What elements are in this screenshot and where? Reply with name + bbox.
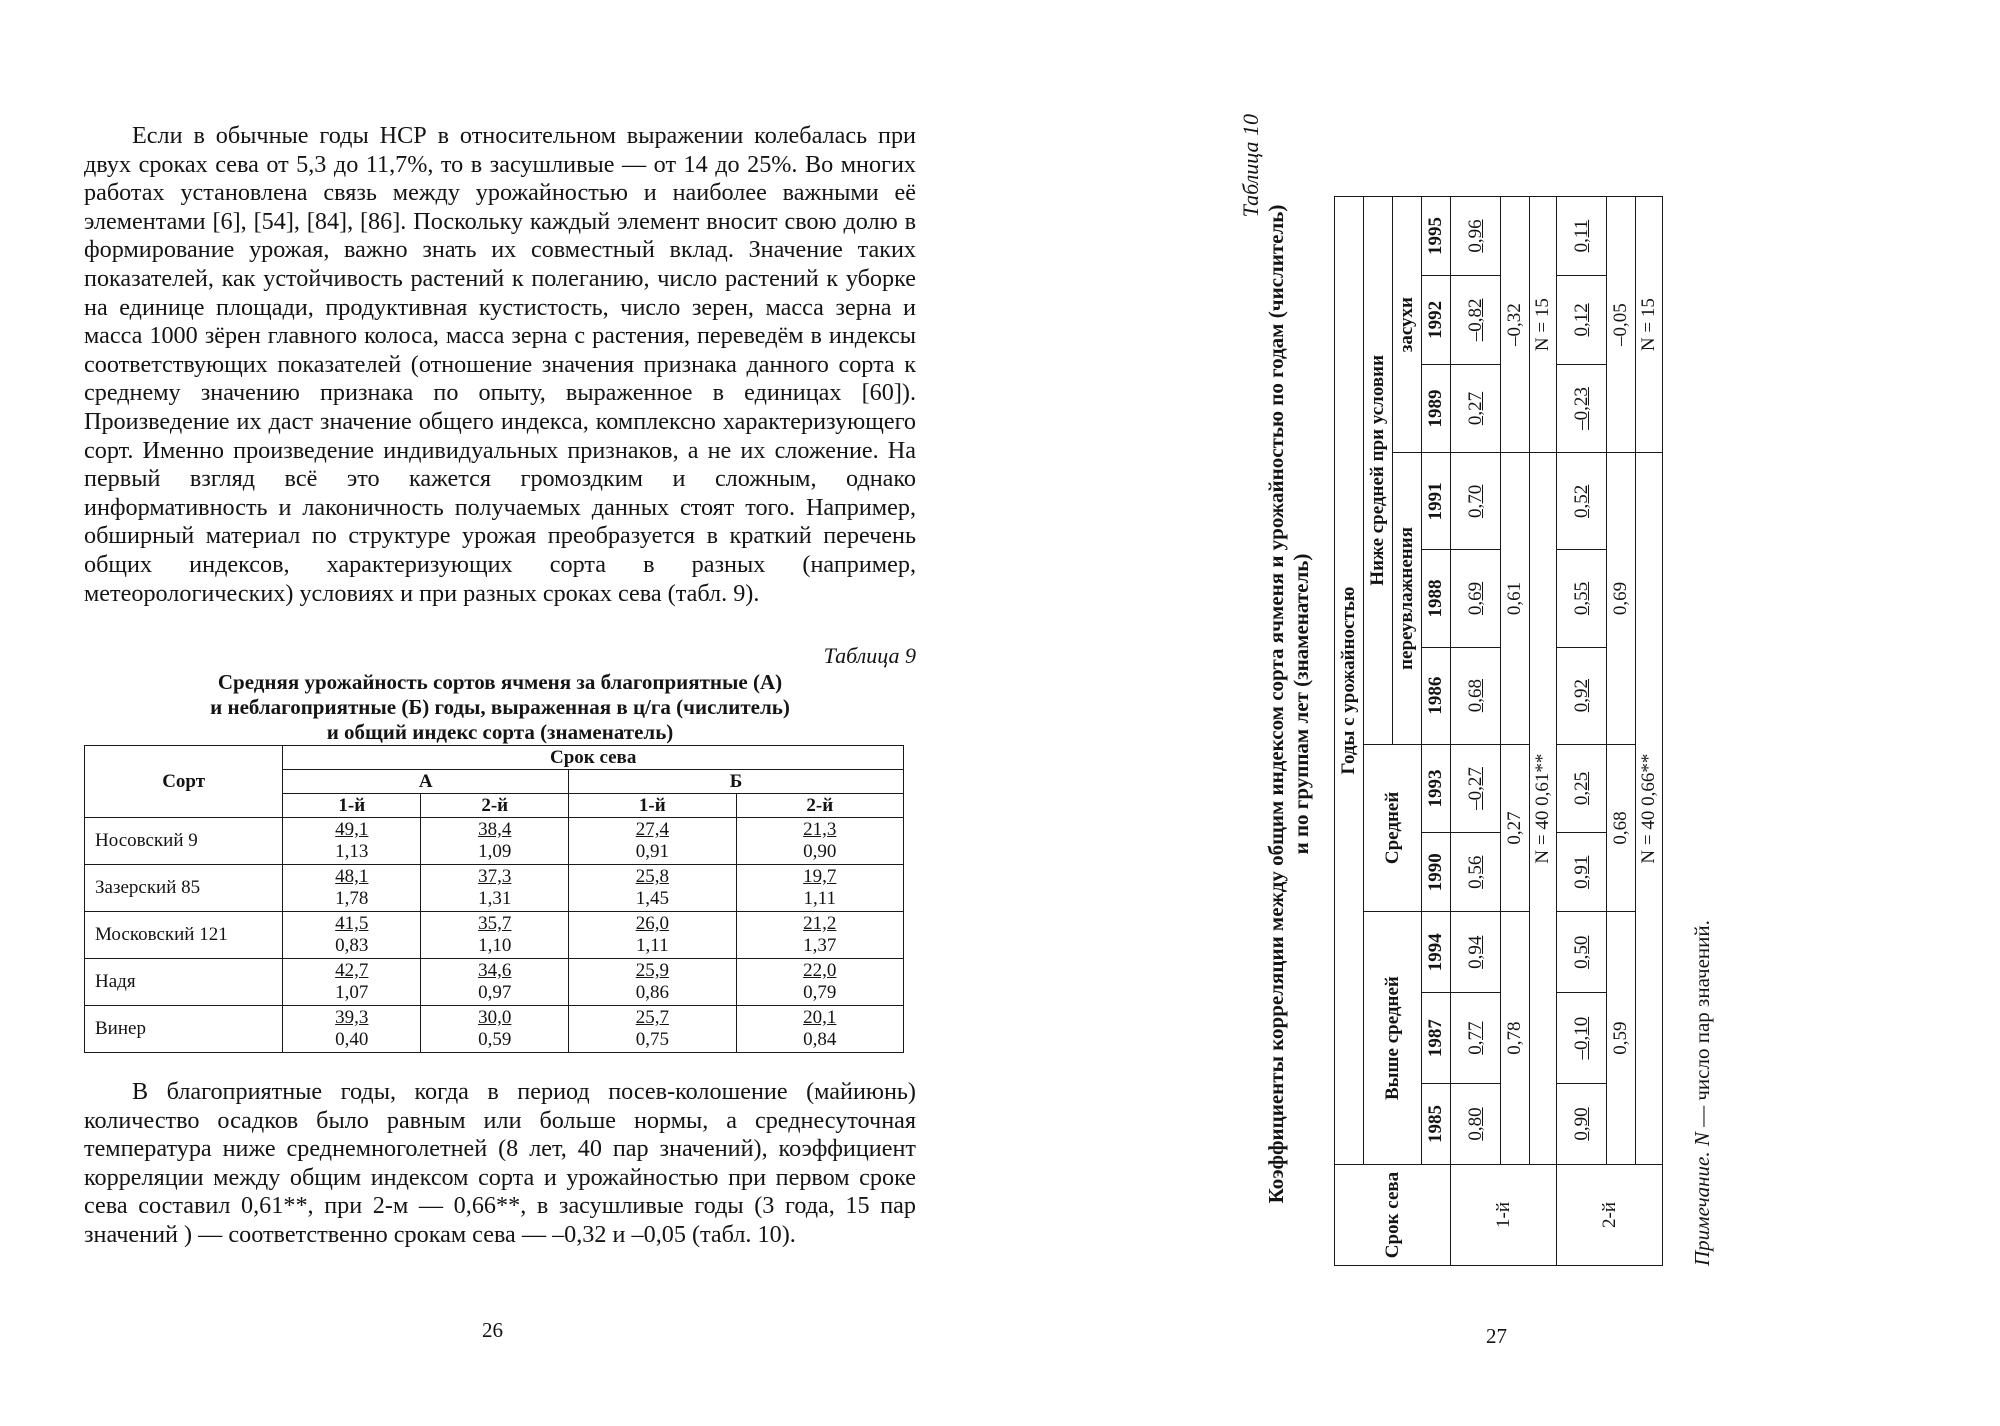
correlation-value xyxy=(1451,453,1501,550)
index-value: 0,79 xyxy=(803,982,837,1003)
cell-a1 xyxy=(283,912,421,959)
year-coefficient: 0,55 xyxy=(1570,581,1592,616)
header-year: 1994 xyxy=(1422,912,1451,993)
cell-b2 xyxy=(736,865,903,912)
correlation-value xyxy=(1557,912,1607,993)
yield-value: 41,5 xyxy=(335,913,369,934)
correlation-value xyxy=(1451,1084,1501,1165)
row-label: 1-й xyxy=(1451,1165,1557,1266)
year-coefficient: 0,25 xyxy=(1570,771,1592,806)
cell-a2 xyxy=(421,818,569,865)
header-drought: засухи xyxy=(1393,197,1422,453)
yield-value: 37,3 xyxy=(478,866,512,887)
table-10-label: Таблица 10 xyxy=(1238,114,1263,218)
correlation-value xyxy=(1451,647,1501,744)
cell-b2 xyxy=(736,959,903,1006)
header-sort: Сорт xyxy=(85,746,283,818)
yield-value: 19,7 xyxy=(803,866,837,887)
group-coefficient: 0,27 xyxy=(1501,744,1530,912)
page-number: 27 xyxy=(1486,1324,1507,1348)
sort-name: Надя xyxy=(85,959,283,1006)
cell-a1 xyxy=(283,959,421,1006)
n-row xyxy=(1636,197,1663,1266)
correlation-value xyxy=(1451,276,1501,365)
cell-b1 xyxy=(569,1006,736,1053)
index-value: 0,91 xyxy=(635,841,669,862)
year-coefficient: 0,56 xyxy=(1464,855,1486,889)
correlation-value xyxy=(1557,197,1607,276)
yield-value: 27,4 xyxy=(635,819,669,840)
table-row xyxy=(1451,197,1501,1266)
right-page xyxy=(1000,0,2000,1426)
year-coefficient: –0,82 xyxy=(1464,298,1486,342)
cell-b1 xyxy=(569,959,736,1006)
correlation-value xyxy=(1451,744,1501,833)
group-coefficient: –0,32 xyxy=(1501,197,1530,453)
header-period: Срок сева xyxy=(283,746,904,770)
table-9-title-line: Средняя урожайность сортов ячменя за благоприятные (А) xyxy=(217,670,783,694)
header-year: 1991 xyxy=(1422,453,1451,550)
correlation-value xyxy=(1557,744,1607,833)
index-value: 0,40 xyxy=(335,1029,369,1050)
header-year: 1995 xyxy=(1422,197,1451,276)
yield-value: 22,0 xyxy=(803,960,837,981)
year-coefficient: –0,27 xyxy=(1464,767,1486,810)
group-coefficient: 0,59 xyxy=(1607,912,1636,1165)
sort-name: Винер xyxy=(85,1006,283,1053)
year-coefficient: 0,77 xyxy=(1464,1021,1486,1055)
table-row xyxy=(1557,197,1607,1266)
n-count-main: N = 40 0,61** xyxy=(1530,453,1557,1165)
correlation-value xyxy=(1557,993,1607,1084)
header-year: 1987 xyxy=(1422,993,1451,1084)
yield-value: 39,3 xyxy=(335,1007,369,1028)
correlation-value xyxy=(1451,197,1501,276)
note-label: Примечание. N xyxy=(1690,1132,1714,1266)
row-label: 2-й xyxy=(1557,1165,1663,1266)
cell-b2 xyxy=(736,818,903,865)
cell-a1 xyxy=(283,865,421,912)
cell-a2 xyxy=(421,959,569,1006)
header-period: Срок сева xyxy=(1335,1165,1451,1266)
index-value: 1,78 xyxy=(335,888,369,909)
table-9-label: Таблица 9 xyxy=(823,643,916,668)
table-9 xyxy=(84,745,904,1053)
header-group-b: Б xyxy=(569,770,904,794)
cell-a2 xyxy=(421,912,569,959)
correlation-value xyxy=(1557,453,1607,550)
index-value: 0,75 xyxy=(635,1029,669,1050)
header-year: 1993 xyxy=(1422,744,1451,833)
yield-value: 25,9 xyxy=(635,960,669,981)
year-coefficient: 0,27 xyxy=(1464,391,1486,426)
year-coefficient: 0,69 xyxy=(1464,581,1486,616)
correlation-value xyxy=(1557,364,1607,453)
correlation-value xyxy=(1451,364,1501,453)
group-coefficient: 0,61 xyxy=(1501,453,1530,744)
yield-value: 49,1 xyxy=(335,819,369,840)
yield-value: 21,2 xyxy=(803,913,837,934)
index-value: 1,45 xyxy=(635,888,669,909)
cell-b1 xyxy=(569,865,736,912)
cell-b1 xyxy=(569,912,736,959)
header-above: Выше средней xyxy=(1364,912,1422,1165)
note-text: — число пар значений. xyxy=(1690,920,1714,1133)
cell-a1 xyxy=(283,1006,421,1053)
cell-b1 xyxy=(569,818,736,865)
group-row xyxy=(1607,197,1636,1266)
year-coefficient: 0,50 xyxy=(1570,935,1592,969)
header-group-a: А xyxy=(283,770,569,794)
table-9-title-line: и общий индекс сорта (знаменатель) xyxy=(326,720,674,744)
group-coefficient: 0,69 xyxy=(1607,453,1636,744)
header-first: 1-й xyxy=(283,794,421,818)
table-row xyxy=(85,865,904,912)
table-row xyxy=(85,818,904,865)
index-value: 1,11 xyxy=(636,935,669,956)
header-year: 1988 xyxy=(1422,550,1451,647)
yield-value: 26,0 xyxy=(635,913,669,934)
yield-value: 25,7 xyxy=(635,1007,669,1028)
table-10-title-line: Коэффициенты корреляции между общим индексом сорта ячменя и урожайностью по годам (числитель) xyxy=(1264,204,1288,1204)
correlation-value xyxy=(1557,550,1607,647)
correlation-value xyxy=(1451,912,1501,993)
table-10-note xyxy=(1690,920,1715,1266)
table-9-title-line: и неблагоприятные (Б) годы, выраженная в ц/га (числитель) xyxy=(210,695,790,719)
n-count-main: N = 40 0,66** xyxy=(1636,453,1663,1165)
cell-a2 xyxy=(421,1006,569,1053)
table-10-title-line: и по группам лет (знаменатель) xyxy=(1289,553,1313,855)
sort-name: Московский 121 xyxy=(85,912,283,959)
year-coefficient: –0,23 xyxy=(1570,387,1592,430)
yield-value: 25,8 xyxy=(635,866,669,887)
index-value: 1,11 xyxy=(803,888,837,909)
correlation-value xyxy=(1557,833,1607,912)
cell-b2 xyxy=(736,912,903,959)
index-value: 0,90 xyxy=(803,841,837,862)
yield-value: 48,1 xyxy=(335,866,369,887)
paragraph-1-text: Если в обычные годы НСР в относительном выражении колебалась при двух сроках сева от 5,3 до 11,7%, то в засушливые — от 14 до 25%. Во многих работах установлена связь между урожайностью и наиболее важными её элементами [6], [54], [84], [86]. Поскольку каждый элемент вносит свою долю в формирование урожая, важно знать их совместный вклад. Значение таких показателей, как устойчивость растений к полеганию, число растений к уборке на единице площади, продуктивная кустистость, число зерен, масса зерна и масса 1000 зёрен главного колоса, масса зерна с растения, переведём в индексы соответствующих показателей (отношение значения признака данного сорта к среднему значению признака по опыту, выраженное в единицах [60]). Произведение их даст значение общего индекса, комплексно характеризующего сорт. Именно произведение индивидуальных признаков, а не их сложение. На первый взгляд всё это кажется громоздким и сложным, однако информативность и лаконичность получаемых данных стоят того. Например, обширный материал по структуре урожая преобразуется в краткий перечень общих индексов, характеризующих сорта в разных (например, метеорологических) условиях и при разных сроках сева (табл. 9). xyxy=(84,122,916,607)
sort-name: Носовский 9 xyxy=(85,818,283,865)
year-coefficient: 0,92 xyxy=(1570,678,1592,713)
year-coefficient: –0,10 xyxy=(1570,1016,1592,1060)
cell-a1 xyxy=(283,818,421,865)
table-row xyxy=(85,1006,904,1053)
header-average: Средней xyxy=(1364,744,1422,912)
year-coefficient: 0,70 xyxy=(1464,484,1486,518)
header-wet: переувлажнения xyxy=(1393,453,1422,744)
year-coefficient: 0,52 xyxy=(1570,484,1592,518)
index-value: 1,13 xyxy=(335,841,369,862)
table-10-title xyxy=(1264,92,1314,1316)
header-first: 1-й xyxy=(569,794,736,818)
header-below: Ниже средней при условии xyxy=(1364,197,1393,745)
n-count-drought: N = 15 xyxy=(1530,197,1557,453)
correlation-value xyxy=(1557,276,1607,365)
yield-value: 42,7 xyxy=(335,960,369,981)
year-coefficient: 0,91 xyxy=(1570,855,1592,889)
year-coefficient: 0,80 xyxy=(1464,1107,1486,1141)
n-count-drought: N = 15 xyxy=(1636,197,1663,453)
yield-value: 38,4 xyxy=(478,819,512,840)
index-value: 0,84 xyxy=(803,1029,837,1050)
header-year: 1992 xyxy=(1422,276,1451,365)
year-coefficient: 0,90 xyxy=(1570,1107,1592,1141)
group-coefficient: –0,05 xyxy=(1607,197,1636,453)
page-number: 26 xyxy=(482,1318,503,1342)
header-year: 1986 xyxy=(1422,647,1451,744)
header-second: 2-й xyxy=(736,794,903,818)
index-value: 1,31 xyxy=(478,888,512,909)
paragraph-2-text: В благоприятные годы, когда в период посев-колошение (майиюнь) количество осадков было равным или больше нормы, а среднесуточная температура ниже среднемноголетней (8 лет, 40 пар значений), коэффициент корреляции между общим индексом сорта и урожайностью при первом сроке сева составил 0,61**, при 2-м — 0,66**, в засушливые годы (3 года, 15 пар значений ) — соответственно срокам сева — –0,32 и –0,05 (табл. 10). xyxy=(84,1078,916,1248)
index-value: 1,07 xyxy=(335,982,369,1003)
correlation-value xyxy=(1557,1084,1607,1165)
yield-value: 21,3 xyxy=(803,819,837,840)
cell-a2 xyxy=(421,865,569,912)
yield-value: 30,0 xyxy=(478,1007,512,1028)
index-value: 1,37 xyxy=(803,935,837,956)
table-row xyxy=(85,959,904,1006)
yield-value: 34,6 xyxy=(478,960,512,981)
year-coefficient: 0,94 xyxy=(1464,935,1486,969)
cell-b2 xyxy=(736,1006,903,1053)
rotated-table-block xyxy=(1238,92,1718,1316)
index-value: 1,10 xyxy=(478,935,512,956)
group-coefficient: 0,78 xyxy=(1501,912,1530,1165)
yield-value: 20,1 xyxy=(803,1007,837,1028)
header-year: 1989 xyxy=(1422,364,1451,453)
yield-value: 35,7 xyxy=(478,913,512,934)
correlation-value xyxy=(1557,647,1607,744)
table-row xyxy=(85,912,904,959)
sort-name: Зазерский 85 xyxy=(85,865,283,912)
header-year: 1990 xyxy=(1422,833,1451,912)
correlation-value xyxy=(1451,550,1501,647)
header-year: 1985 xyxy=(1422,1084,1451,1165)
year-coefficient: 0,68 xyxy=(1464,678,1486,713)
year-coefficient: 0,96 xyxy=(1464,219,1486,253)
group-coefficient: 0,68 xyxy=(1607,744,1636,912)
correlation-value xyxy=(1451,833,1501,912)
correlation-value xyxy=(1451,993,1501,1084)
paragraph-1 xyxy=(84,122,916,608)
table-10 xyxy=(1334,196,1663,1266)
year-coefficient: 0,11 xyxy=(1570,219,1592,253)
index-value: 0,83 xyxy=(335,935,369,956)
index-value: 0,59 xyxy=(478,1029,512,1050)
paragraph-2 xyxy=(84,1078,916,1250)
index-value: 1,09 xyxy=(478,841,512,862)
header-second: 2-й xyxy=(421,794,569,818)
year-coefficient: 0,12 xyxy=(1570,303,1592,337)
header-years-group: Годы с урожайностью xyxy=(1335,197,1364,1165)
n-row xyxy=(1530,197,1557,1266)
index-value: 0,86 xyxy=(635,982,669,1003)
group-row xyxy=(1501,197,1530,1266)
table-9-title xyxy=(84,670,916,745)
index-value: 0,97 xyxy=(478,982,512,1003)
